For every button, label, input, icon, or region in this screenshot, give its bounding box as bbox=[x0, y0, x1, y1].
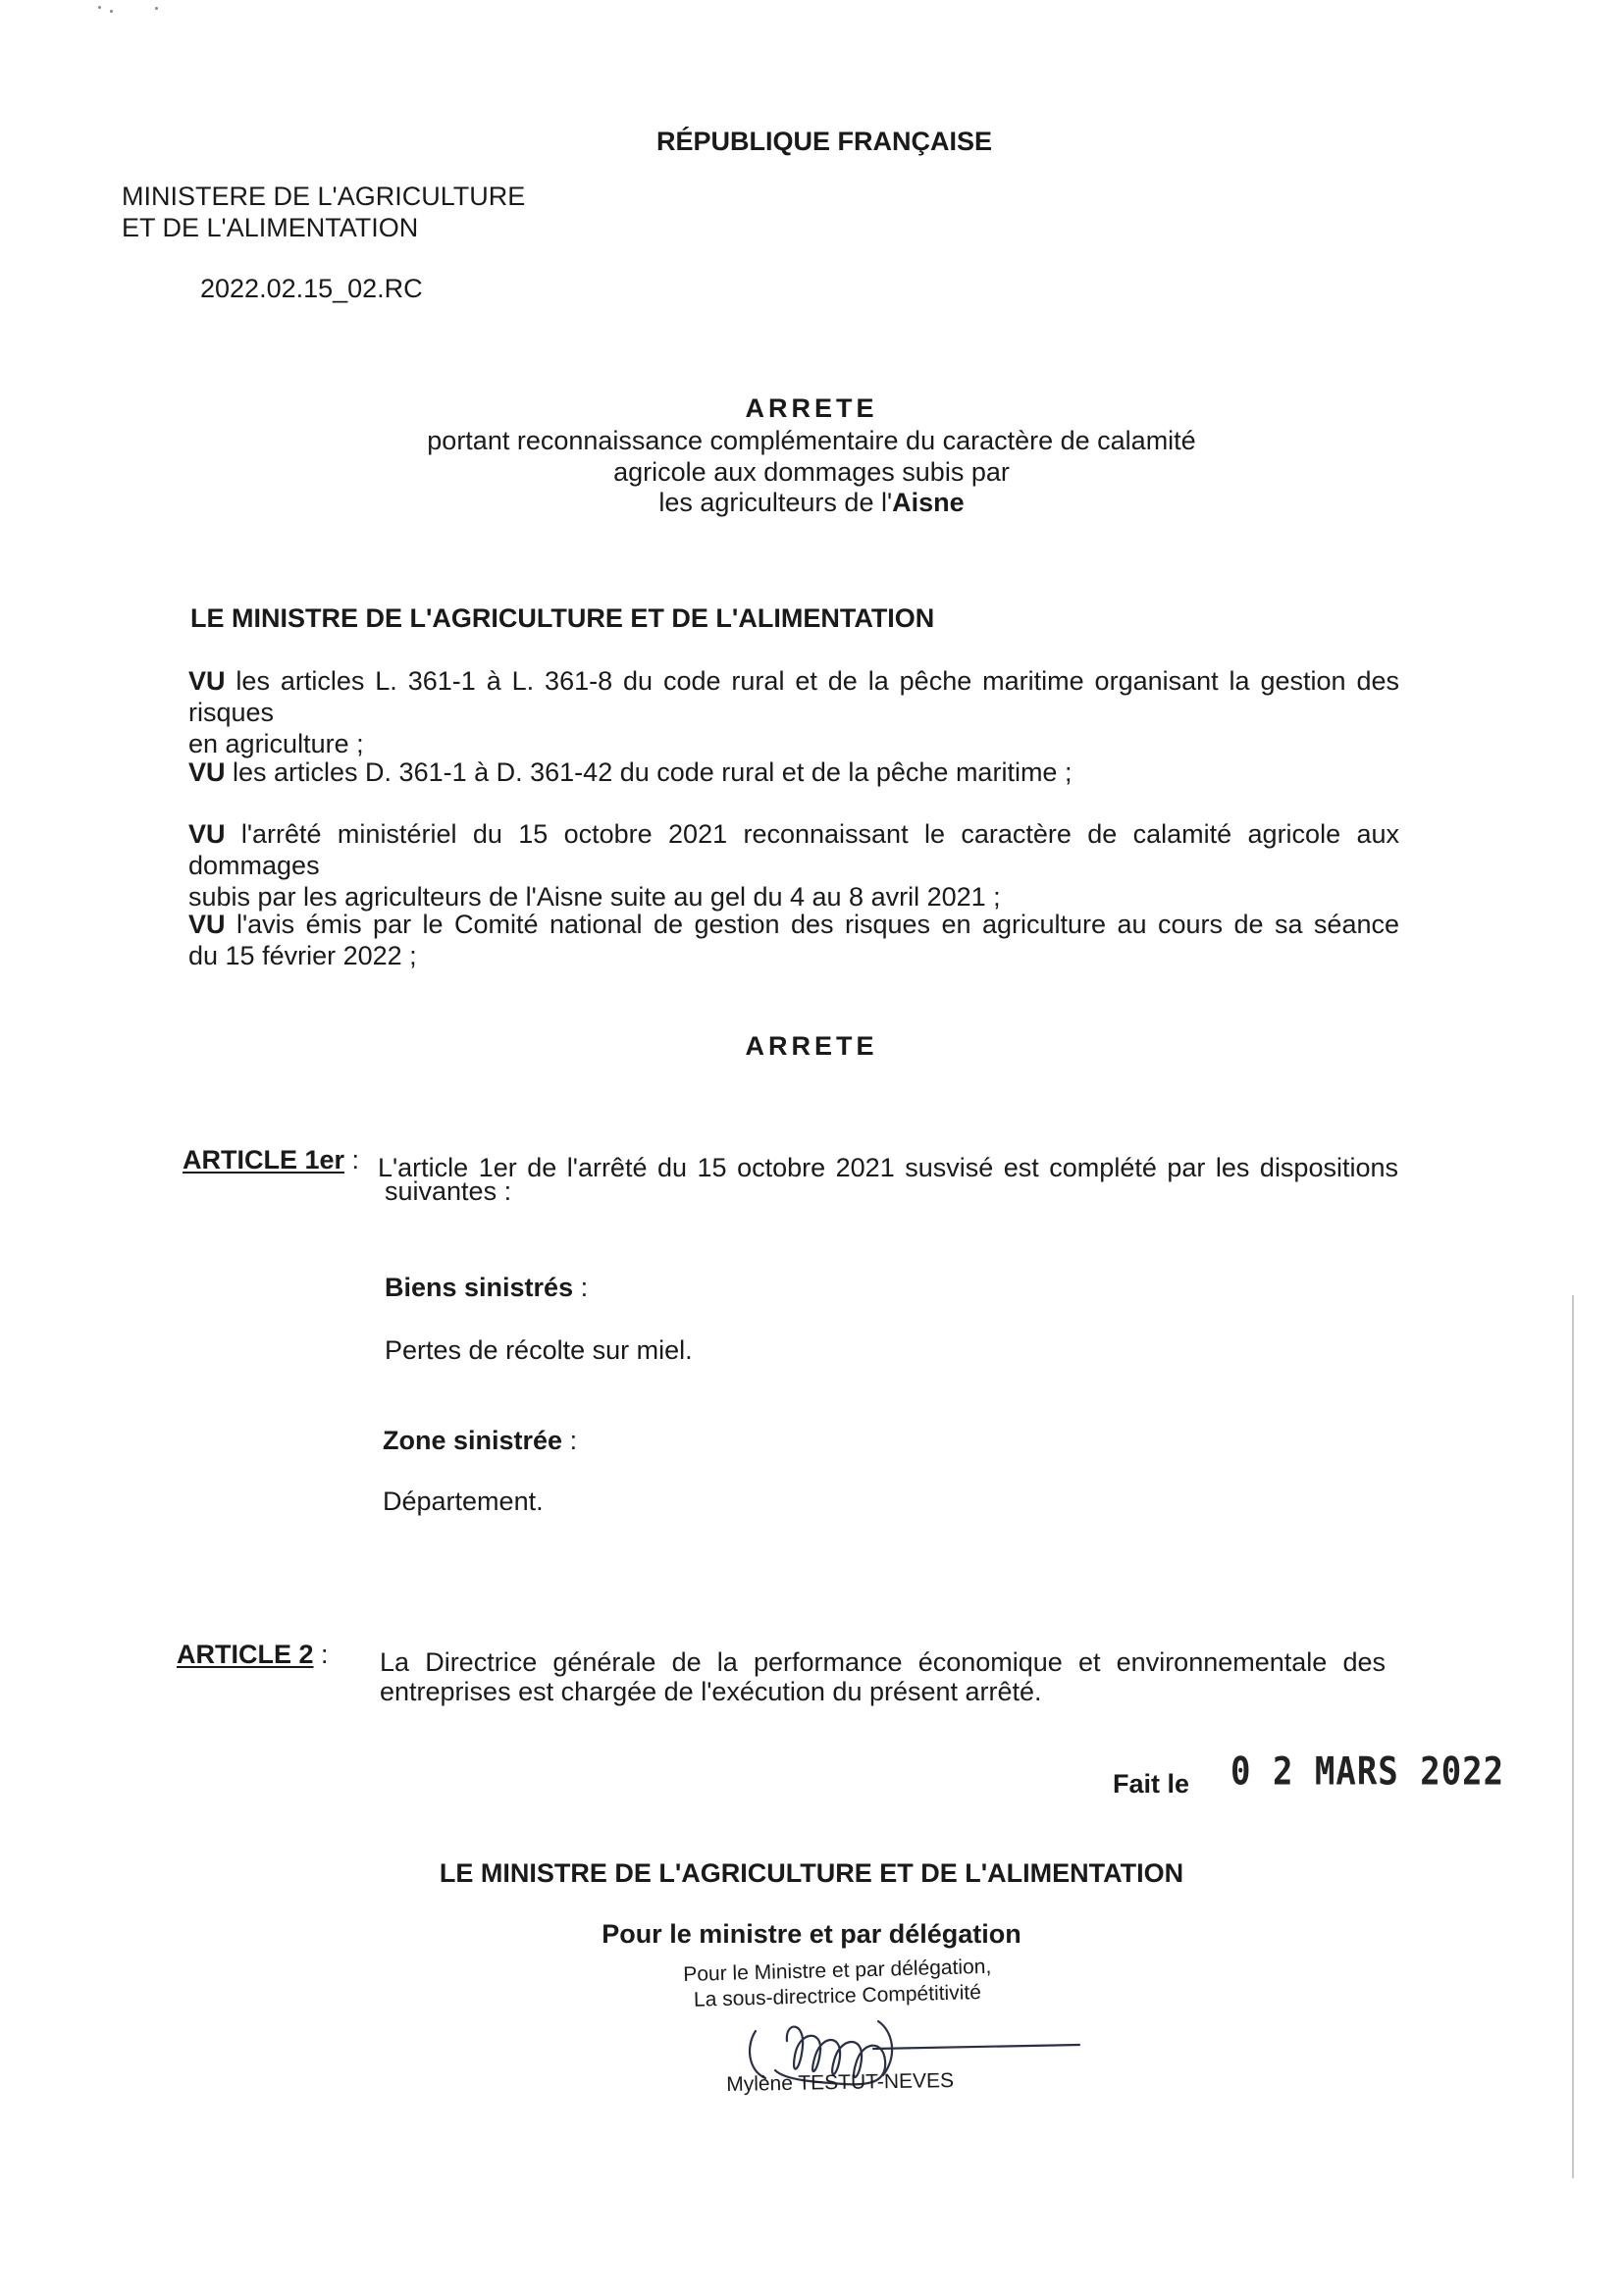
scan-artifact bbox=[98, 6, 101, 9]
visa-text-line1: les articles D. 361-1 à D. 361-42 du code rural et de la pêche maritime ; bbox=[225, 757, 1073, 787]
decision-heading: ARRETE bbox=[745, 1031, 878, 1061]
goods-label: Biens sinistrés bbox=[385, 1273, 574, 1302]
goods-colon: : bbox=[573, 1273, 589, 1302]
visa-text-line1: les articles L. 361-1 à L. 361-8 du code rural et de la pêche maritime organisant la gestion des risques bbox=[188, 666, 1399, 727]
title-line3-text: les agriculteurs de l' bbox=[658, 488, 893, 517]
zone-colon: : bbox=[562, 1426, 578, 1455]
title-line2: agricole aux dommages subis par bbox=[613, 457, 1010, 487]
done-label: Fait le bbox=[1113, 1769, 1190, 1799]
department-name: Aisne bbox=[892, 488, 965, 517]
visa-vu-label: VU bbox=[188, 819, 226, 849]
article2-separator: : bbox=[313, 1640, 329, 1669]
article2-label bbox=[177, 1639, 329, 1670]
signatory-name: Mylène TESTUT-NEVES bbox=[726, 2068, 955, 2096]
stamp-line2: La sous-directrice Compétitivité bbox=[693, 1981, 982, 2011]
goods-heading bbox=[385, 1272, 588, 1303]
republic-heading: RÉPUBLIQUE FRANÇAISE bbox=[656, 127, 993, 156]
scan-edge-line bbox=[1572, 1295, 1574, 2178]
document-reference: 2022.02.15_02.RC bbox=[200, 274, 423, 303]
visa-text-line1: l'arrêté ministériel du 15 octobre 2021 reconnaissant le caractère de calamité agricole aux dommages bbox=[188, 819, 1399, 880]
date-stamp: 0 2 MARS 2022 bbox=[1230, 1749, 1505, 1795]
zone-value: Département. bbox=[383, 1487, 544, 1516]
ministry-name-line2: ET DE L'ALIMENTATION bbox=[122, 213, 419, 242]
visa-text-line1: l'avis émis par le Comité national de gestion des risques en agriculture au cours de sa séance bbox=[225, 910, 1399, 939]
title-line1: portant reconnaissance complémentaire du caractère de calamité bbox=[427, 426, 1196, 455]
zone-heading bbox=[383, 1425, 577, 1456]
title-line3 bbox=[321, 487, 1302, 518]
visa-item bbox=[188, 757, 1399, 788]
stamp-line1: Pour le Ministre et par délégation, bbox=[683, 1955, 992, 1986]
article1-text-line2: suivantes : bbox=[385, 1176, 512, 1206]
article2-text-line2: entreprises est chargée de l'exécution du présent arrêté. bbox=[380, 1677, 1042, 1706]
visa-vu-label: VU bbox=[188, 666, 226, 696]
authority-heading: LE MINISTRE DE L'AGRICULTURE ET DE L'ALIMENTATION bbox=[190, 603, 935, 633]
article1-label-text: ARTICLE 1er bbox=[183, 1145, 345, 1174]
article2-label-text: ARTICLE 2 bbox=[177, 1640, 314, 1669]
scan-artifact bbox=[110, 10, 113, 13]
visa-vu-label: VU bbox=[188, 757, 226, 787]
visa-text-line2: subis par les agriculteurs de l'Aisne suite au gel du 4 au 8 avril 2021 ; bbox=[188, 882, 1001, 912]
delegation-line: Pour le ministre et par délégation bbox=[602, 1919, 1021, 1949]
article1-text-line1: L'article 1er de l'arrêté du 15 octobre 2021 susvisé est complété par les dispositions bbox=[378, 1153, 1398, 1182]
article1-separator: : bbox=[344, 1145, 360, 1174]
signatory-title: LE MINISTRE DE L'AGRICULTURE ET DE L'ALIMENTATION bbox=[439, 1858, 1184, 1888]
article1-label bbox=[183, 1144, 359, 1175]
goods-value: Pertes de récolte sur miel. bbox=[385, 1335, 693, 1365]
scan-artifact bbox=[155, 7, 158, 10]
title-heading: ARRETE bbox=[745, 393, 878, 423]
visa-item bbox=[188, 909, 1399, 971]
visa-item bbox=[188, 818, 1399, 913]
visa-text-line2: du 15 février 2022 ; bbox=[188, 941, 417, 970]
visa-vu-label: VU bbox=[188, 910, 226, 939]
zone-label: Zone sinistrée bbox=[383, 1426, 563, 1455]
visa-text-line2: en agriculture ; bbox=[188, 729, 364, 758]
ministry-name-line1: MINISTERE DE L'AGRICULTURE bbox=[122, 182, 526, 211]
visa-item bbox=[188, 665, 1399, 759]
article2-text-line1: La Directrice générale de la performance économique et environnementale des bbox=[380, 1647, 1386, 1677]
